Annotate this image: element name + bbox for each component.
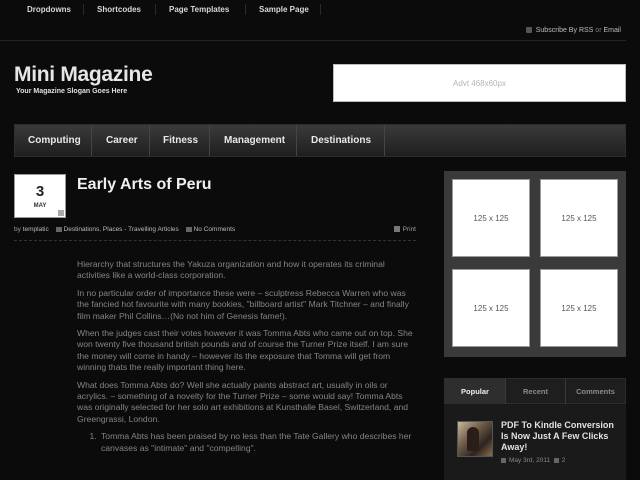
comment-icon bbox=[186, 227, 192, 232]
ad-125-1[interactable] bbox=[452, 179, 530, 257]
popular-post-title[interactable]: PDF To Kindle Conversion Is Now Just A Few Clicks Away! bbox=[501, 420, 614, 452]
paragraph: When the judges cast their votes however it was Tomma Abts who came out on top. She won twenty five thousand british pounds and of course the Turner Prize itself. I am sure the money will come in handy – however its the exposure that Tomma will get from winning thats the really important thing here. bbox=[77, 328, 413, 373]
advt-label: Advt 468x60px bbox=[453, 78, 506, 88]
comment-icon bbox=[554, 458, 559, 463]
tab-recent[interactable]: Recent bbox=[522, 387, 548, 396]
subscribe-bar bbox=[526, 27, 621, 34]
category-link-destinations[interactable]: Destinations bbox=[63, 226, 100, 233]
author-link[interactable]: templatic bbox=[22, 226, 49, 233]
meta-by: by bbox=[14, 226, 21, 233]
rss-link[interactable]: RSS bbox=[578, 27, 594, 34]
folder-icon bbox=[56, 227, 62, 232]
topnav-divider bbox=[83, 4, 84, 15]
numbered-list bbox=[99, 431, 417, 454]
printer-icon bbox=[394, 226, 400, 232]
topnav-item-dropdowns[interactable]: Dropdowns bbox=[27, 5, 71, 14]
print-link[interactable] bbox=[394, 226, 416, 233]
subscribe-or: or bbox=[595, 27, 602, 34]
comments-link[interactable]: No Comments bbox=[193, 226, 236, 233]
menu-divider bbox=[149, 125, 150, 156]
post-date-badge bbox=[14, 174, 66, 218]
paragraph: What does Tomma Abts do? Well she actually paints abstract art, usually in oils or acrylics. – something of a novelty for the Turner Prize – some would say! Tomma Abts was originally selected for her solo art exhibitions at Kunsthalle Basel, Switzerland, and Greengrassi, London. bbox=[77, 379, 409, 424]
topnav-divider bbox=[320, 4, 321, 15]
post-divider bbox=[14, 240, 416, 241]
paragraph: Hierarchy that structures the Yakuza organization and how it operates its criminal activities like a world-class corporation. bbox=[77, 259, 385, 281]
list-item: 1. Tomma Abts has been praised by no less than the Tate Gallery who describes her canvases as "intimate" and "compelling". bbox=[99, 431, 417, 454]
post-month: MAY bbox=[33, 203, 47, 209]
thumbnail-figure bbox=[467, 427, 479, 451]
menu-item-computing[interactable]: Computing bbox=[28, 135, 81, 146]
menu-divider bbox=[296, 125, 297, 156]
menu-item-destinations[interactable]: Destinations bbox=[311, 135, 372, 146]
menu-divider bbox=[209, 125, 210, 156]
ad-125-4[interactable] bbox=[540, 269, 618, 347]
tab-popular[interactable]: Popular bbox=[445, 379, 505, 404]
popular-post-comments[interactable]: 2 bbox=[561, 457, 566, 464]
sidebar-tabs bbox=[444, 378, 626, 404]
top-nav bbox=[0, 0, 640, 20]
top-divider bbox=[0, 40, 626, 41]
print-label: Print bbox=[402, 226, 416, 233]
menu-divider bbox=[384, 125, 385, 156]
post-title[interactable]: Early Arts of Peru bbox=[77, 176, 212, 193]
ad-label: 125 x 125 bbox=[473, 213, 509, 223]
email-link[interactable]: Email bbox=[603, 27, 621, 34]
site-slogan: Your Magazine Slogan Goes Here bbox=[16, 88, 128, 95]
header-advertisement[interactable] bbox=[333, 64, 626, 102]
popular-post-meta bbox=[501, 457, 565, 464]
menu-item-management[interactable]: Management bbox=[224, 135, 286, 146]
main-menu bbox=[14, 124, 626, 157]
post-meta: by templatic Destinations, Places - Travelling Articles No Comments bbox=[14, 226, 236, 233]
menu-item-fitness[interactable]: Fitness bbox=[163, 135, 199, 146]
ad-label: 125 x 125 bbox=[561, 213, 597, 223]
menu-divider bbox=[91, 125, 92, 156]
topnav-divider bbox=[245, 4, 246, 15]
topnav-item-page-templates[interactable]: Page Templates bbox=[169, 5, 230, 14]
category-link-places[interactable]: Places - Travelling Articles bbox=[102, 226, 179, 233]
menu-item-career[interactable]: Career bbox=[106, 135, 138, 146]
ad-125-2[interactable] bbox=[540, 179, 618, 257]
topnav-item-shortcodes[interactable]: Shortcodes bbox=[97, 5, 142, 14]
topnav-item-sample-page[interactable]: Sample Page bbox=[259, 5, 309, 14]
ad-125-3[interactable] bbox=[452, 269, 530, 347]
rss-icon bbox=[526, 27, 532, 33]
post-day: 3 bbox=[35, 183, 45, 200]
subscribe-prefix: Subscribe By bbox=[535, 27, 577, 34]
post-content bbox=[77, 259, 417, 454]
popular-post-date: May 3rd, 2011 bbox=[509, 457, 551, 464]
paragraph: In no particular order of importance these were – sculptress Rebecca Warren who was the fancied hot favourite with many bookies, "billboard artist" Mark Titchner – and finally film maker Phil Collins…(No not him of Genesis fame!). bbox=[77, 287, 409, 321]
page-curl-icon bbox=[58, 210, 64, 216]
topnav-divider bbox=[155, 4, 156, 15]
ad-label: 125 x 125 bbox=[561, 303, 597, 313]
tab-comments[interactable]: Comments bbox=[576, 387, 615, 396]
ad-label: 125 x 125 bbox=[473, 303, 509, 313]
calendar-icon bbox=[501, 458, 506, 463]
site-logo[interactable]: Mini Magazine bbox=[14, 63, 153, 86]
